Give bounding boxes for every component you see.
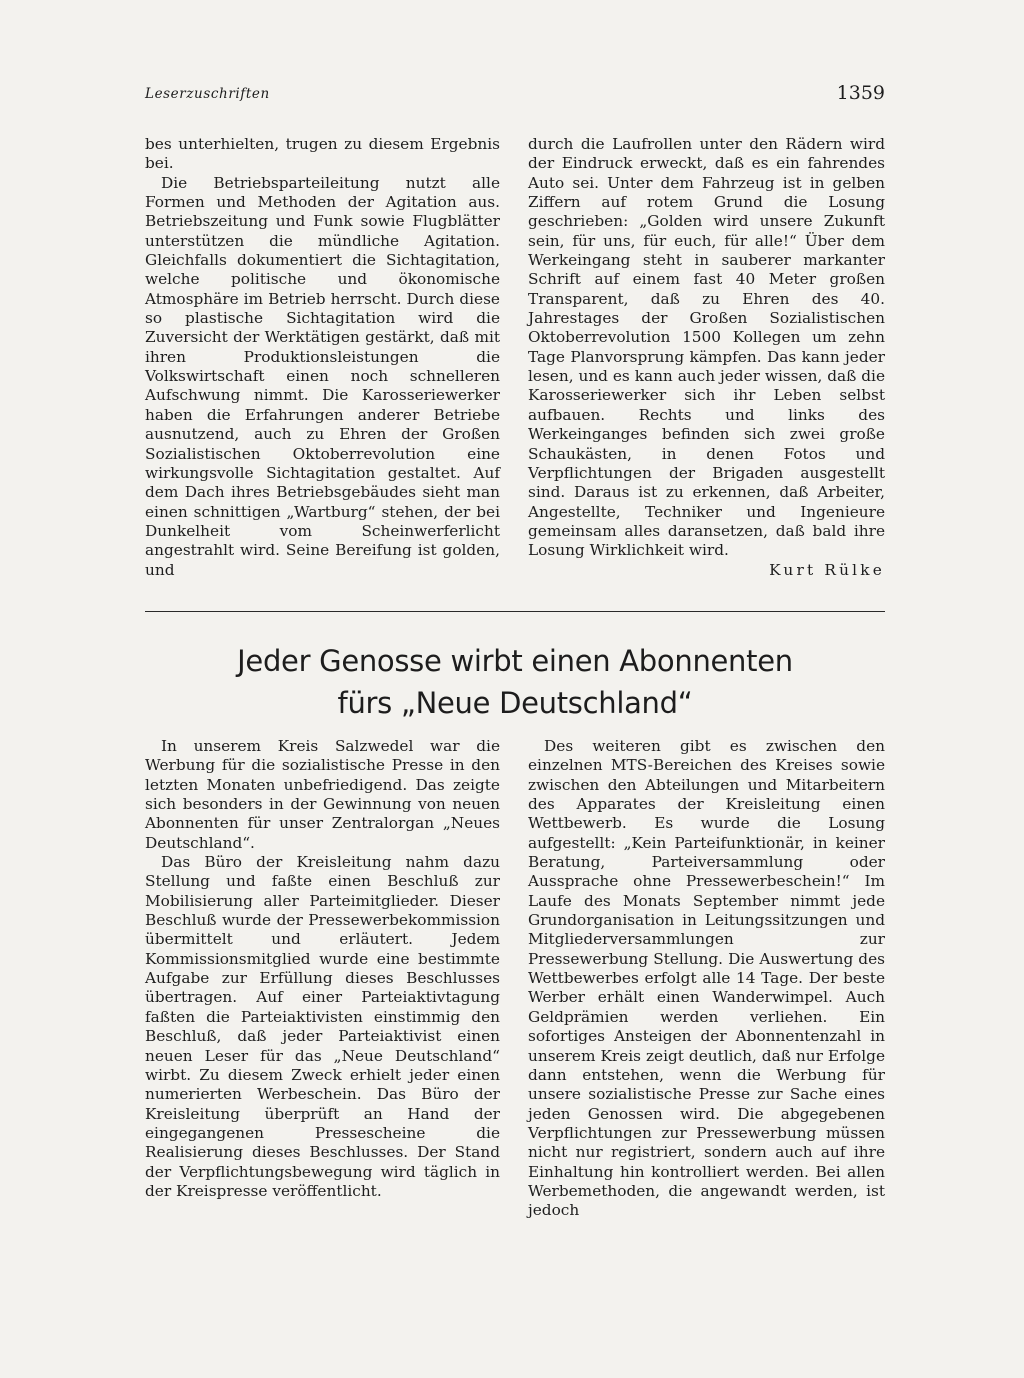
- article2-right-column: [528, 737, 885, 1221]
- article2-left-column: [145, 737, 500, 1201]
- page-header: [145, 82, 885, 112]
- article1-left-column: [145, 135, 500, 580]
- author-signature: Kurt Rülke: [769, 560, 885, 579]
- paragraph: durch die Laufrollen unter den Rädern wird der Eindruck erweckt, daß es ein fahrendes Auto sei. Unter dem Fahrzeug ist in gelben Ziffern auf rotem Grund die Losung geschrieben: „Golden wird unsere Zukunft sein, für uns, für euch, für alle!“ Über dem Werkeingang steht in sauberer markanter Schrift auf einem fast 40 Meter großen Transparent, daß zu Ehren des 40. Jahrestages der Großen Sozialistischen Oktoberrevolution 1500 Kollegen um zehn Tage Planvorsprung kämpfen. Das kann jeder lesen, und es kann auch jeder wissen, daß die Karosseriewerker sich ihr Leben selbst aufbauen. Rechts und links des Werkeinganges befinden sich zwei große Schaukästen, in denen Fotos und Verpflichtungen der Brigaden ausgestellt sind. Daraus ist zu erkennen, daß Arbeiter, Angestellte, Techniker und Ingenieure gemeinsam alles daransetzen, daß bald ihre Losung Wirklichkeit wird.: [528, 135, 885, 560]
- page-number: 1359: [836, 82, 885, 104]
- section-label: Leserzuschriften: [145, 86, 270, 102]
- paragraph: Des weiteren gibt es zwischen den einzelnen MTS-Bereichen des Kreises sowie zwischen den Abteilungen und Mitarbeitern des Apparates der Kreisleitung einen Wettbewerb. Es wurde die Losung aufgestellt: „Kein Parteifunktionär, in keiner Beratung, Parteiversammlung oder Aussprache ohne Pressewerbeschein!“ Im Laufe des Monats September nimmt jede Grundorganisation in Leitungssitzungen und Mitgliederversammlungen zur Pressewerbung Stellung. Die Auswertung des Wettbewerbes erfolgt alle 14 Tage. Der beste Werber erhält einen Wanderwimpel. Auch Geldprämien werden verliehen. Ein sofortiges Ansteigen der Abonnentenzahl in unserem Kreis zeigt deutlich, daß nur Erfolge dann entstehen, wenn die Werbung für unsere sozialistische Presse zur Sache eines jeden Genossen wird. Die abgegebenen Verpflichtungen zur Pressewerbung müssen nicht nur registriert, sondern auch auf ihre Einhaltung hin kontrolliert werden. Bei allen Werbemethoden, die angewandt werden, ist jedoch: [528, 737, 885, 1220]
- paragraph: bes unterhielten, trugen zu diesem Ergebnis bei.: [145, 135, 500, 173]
- article1-right-column: [528, 135, 885, 580]
- paragraph: Die Betriebsparteileitung nutzt alle Formen und Methoden der Agitation aus. Betriebszeitung und Funk sowie Flugblätter unterstützen die mündliche Agitation. Gleichfalls dokumentiert die Sichtagitation, welche politische und ökonomische Atmosphäre im Betrieb herrscht. Durch diese so plastische Sichtagitation wird die Zuversicht der Werktätigen gestärkt, daß mit ihren Produktionsleistungen die Volkswirtschaft einen noch schnelleren Aufschwung nimmt. Die Karosseriewerker haben die Erfahrungen anderer Betriebe ausnutzend, auch zu Ehren der Großen Sozialistischen Oktoberrevolution eine wirkungsvolle Sichtagitation gestaltet. Auf dem Dach ihres Betriebsgebäudes sieht man einen schnittigen „Wartburg“ stehen, der bei Dunkelheit vom Scheinwerferlicht angestrahlt wird. Seine Bereifung ist golden, und: [145, 173, 500, 579]
- headline-line-2: fürs „Neue Deutschland“: [337, 686, 693, 720]
- paragraph: Das Büro der Kreisleitung nahm dazu Stellung und faßte einen Beschluß zur Mobilisierung aller Parteimitglieder. Dieser Beschluß wurde der Pressewerbekommission übermittelt und erläutert. Jedem Kommissionsmitglied wurde eine bestimmte Aufgabe zur Erfüllung dieses Beschlusses übertragen. Auf einer Parteiaktivtagung faßten die Parteiaktivisten einstimmig den Beschluß, daß jeder Parteiaktivist einen neuen Leser für das „Neue Deutschland“ wirbt. Zu diesem Zweck erhielt jeder einen numerierten Werbeschein. Das Büro der Kreisleitung überprüft an Hand der eingegangenen Pressescheine die Realisierung dieses Beschlusses. Der Stand der Verpflichtungsbewegung wird täglich in der Kreispresse veröffentlicht.: [145, 853, 500, 1200]
- article-divider: [145, 611, 885, 612]
- paragraph: In unserem Kreis Salzwedel war die Werbung für die sozialistische Presse in den letzten Monaten unbefriedigend. Das zeigte sich besonders in der Gewinnung von neuen Abonnenten für unser Zentralorgan „Neues Deutschland“.: [145, 737, 500, 852]
- article-headline: [145, 640, 885, 724]
- signature-line: [528, 561, 885, 580]
- headline-line-1: Jeder Genosse wirbt einen Abonnenten: [237, 644, 793, 678]
